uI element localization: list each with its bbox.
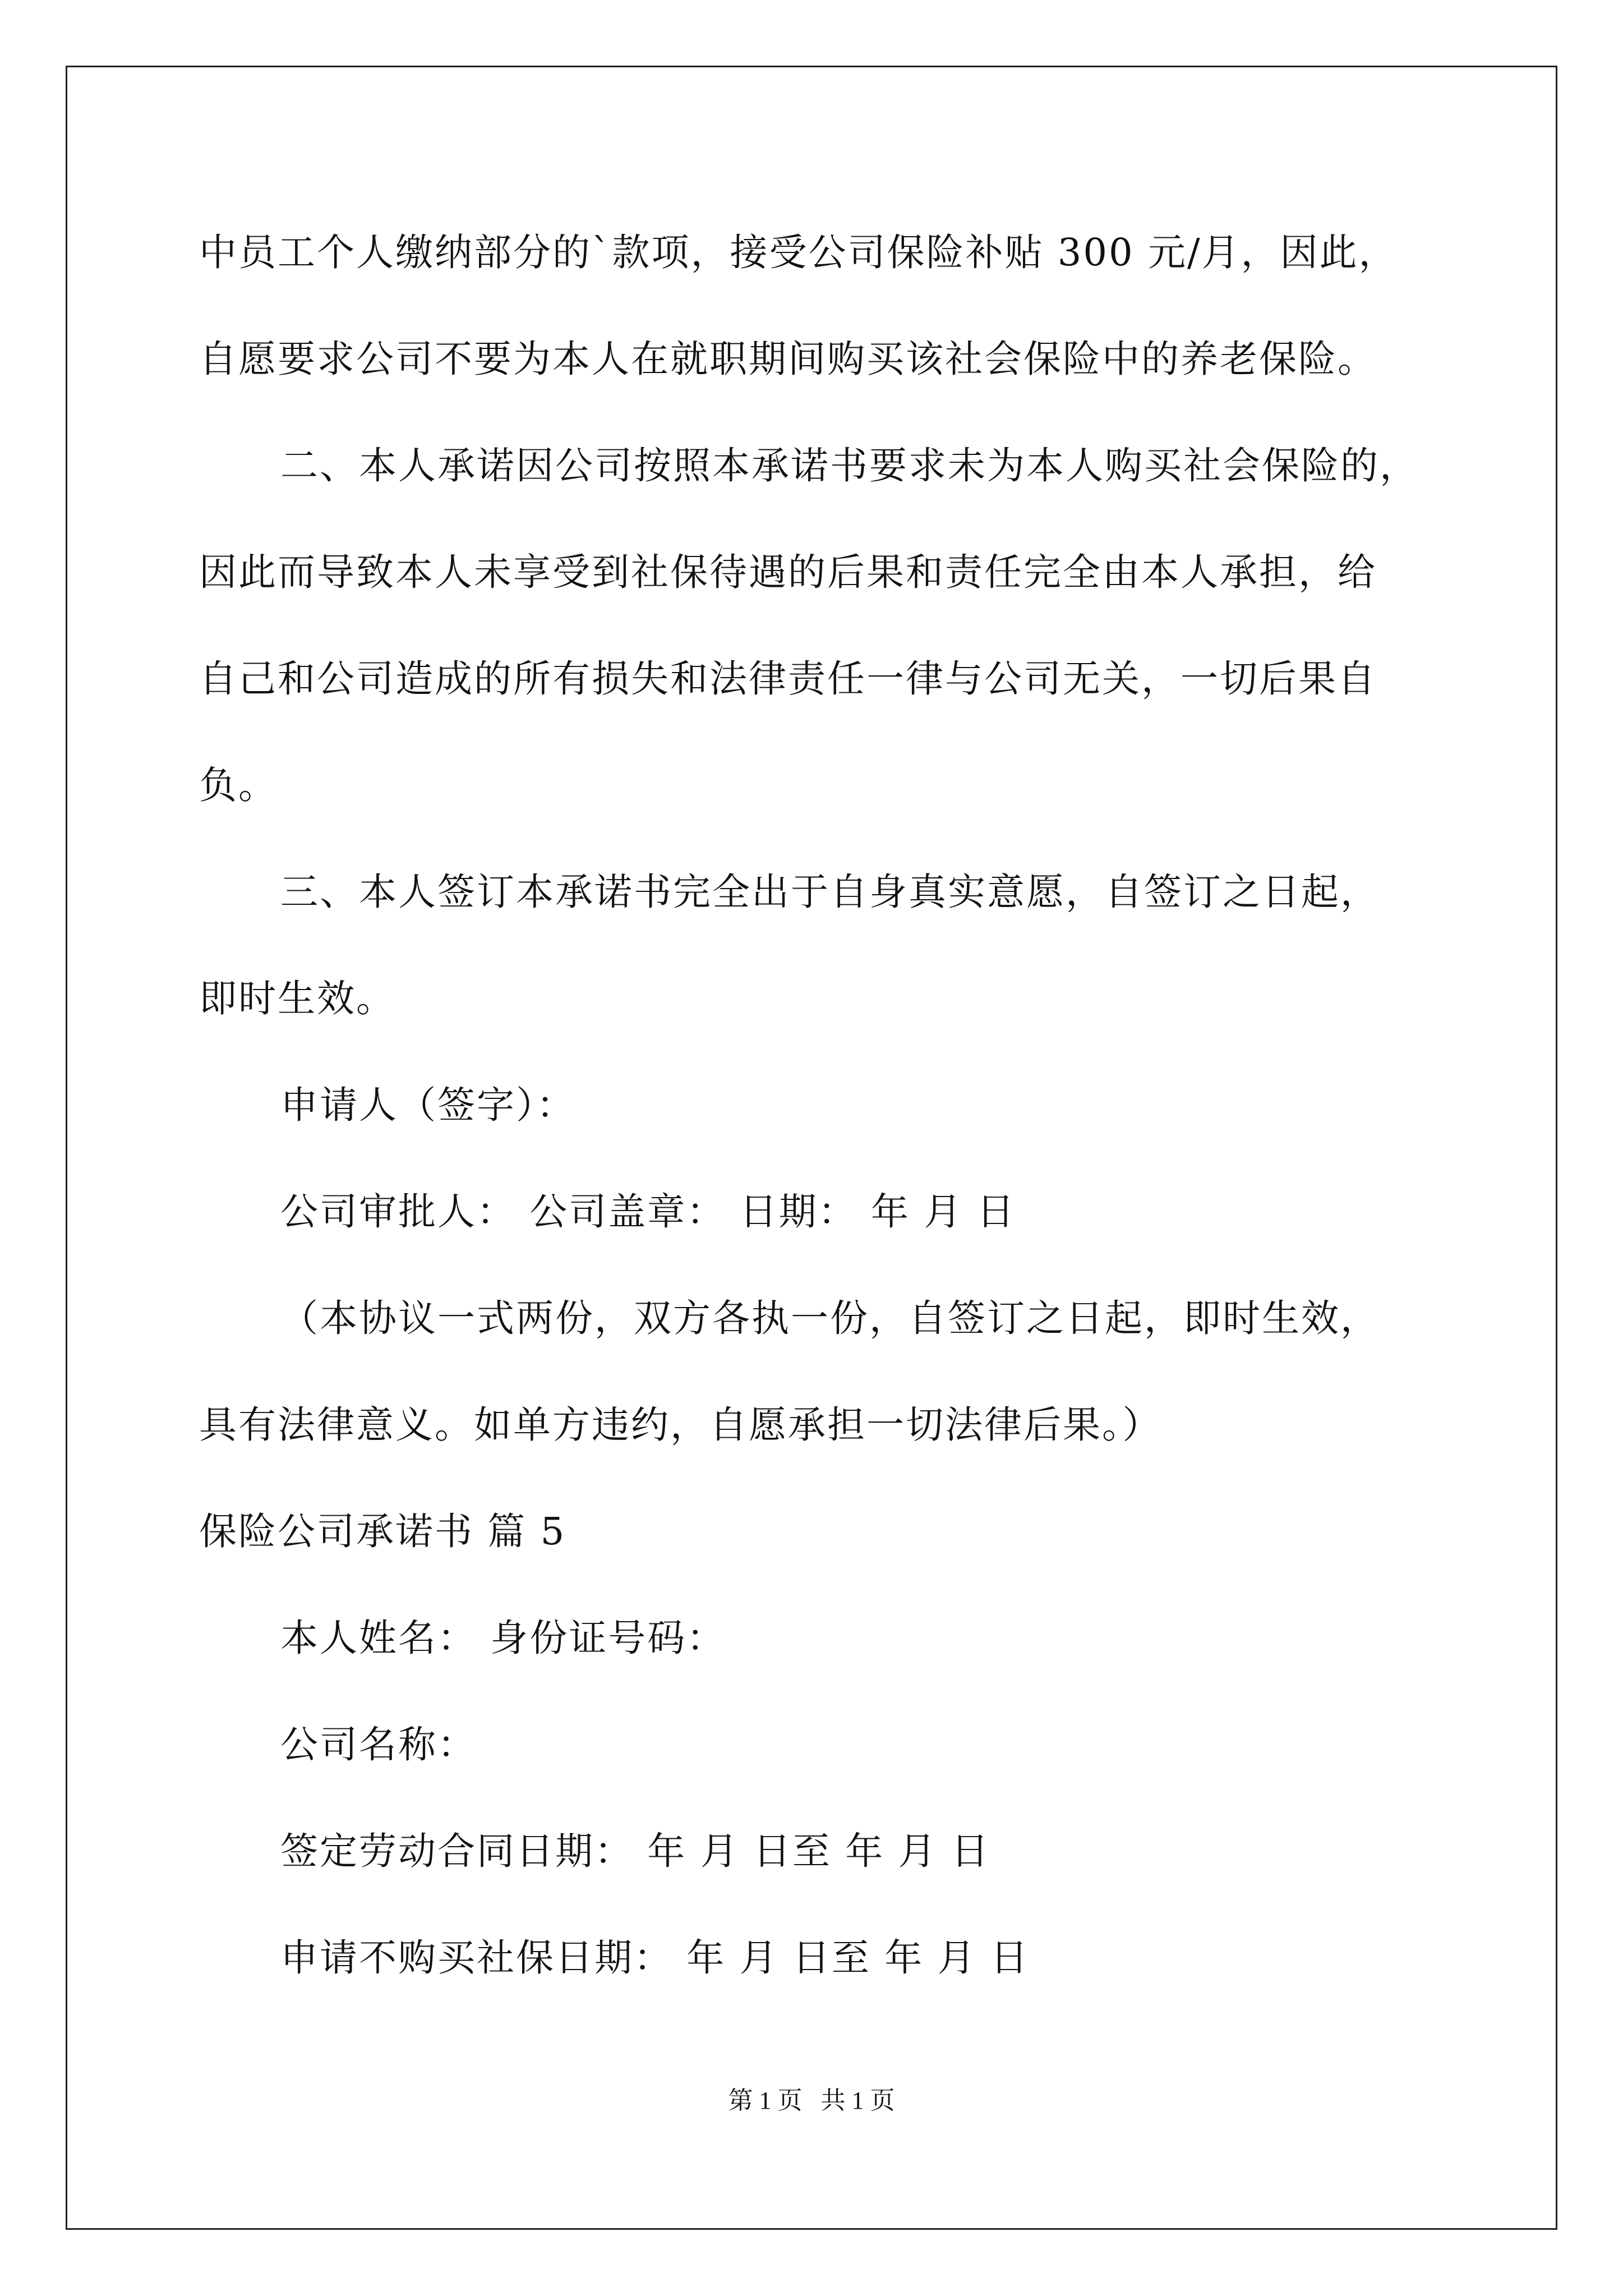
- company-name-field-line: 公司名称：: [280, 1723, 477, 1766]
- page-number-footer: 第 1 页 共 1 页: [728, 2087, 895, 2114]
- body-text-line: 因此而导致本人未享受到社保待遇的后果和责任完全由本人承担，给: [199, 550, 1377, 594]
- applicant-signature-line: 申请人（签字）：: [280, 1083, 576, 1127]
- body-text-line: 即时生效。: [199, 977, 395, 1020]
- name-id-field-line: 本人姓名： 身份证号码：: [280, 1616, 726, 1660]
- section-heading: 保险公司承诺书 篇 5: [199, 1510, 566, 1553]
- page-border: [66, 66, 1557, 2230]
- clause-three-line: 三、本人签订本承诺书完全出于自身真实意愿，自签订之日起，: [280, 870, 1380, 914]
- no-insurance-date-field-line: 申请不购买社保日期： 年 月 日至 年 月 日: [280, 1936, 1030, 1980]
- clause-two-line: 二、本人承诺因公司按照本承诺书要求未为本人购买社会保险的，: [280, 444, 1419, 487]
- contract-date-field-line: 签定劳动合同日期： 年 月 日至 年 月 日: [280, 1829, 990, 1873]
- body-text-line: 自己和公司造成的所有损失和法律责任一律与公司无关，一切后果自: [199, 657, 1377, 701]
- agreement-note-line: 具有法律意义。如单方违约，自愿承担一切法律后果。）: [199, 1403, 1162, 1447]
- body-text-line: 负。: [199, 763, 278, 807]
- agreement-note-line: （本协议一式两份，双方各执一份，自签订之日起，即时生效，: [280, 1296, 1380, 1340]
- body-text-line: 中员工个人缴纳部分的`款项，接受公司保险补贴 300 元/月，因此，: [199, 231, 1398, 274]
- body-text-line: 自愿要求公司不要为本人在就职期间购买该社会保险中的养老保险。: [199, 337, 1377, 381]
- approval-line: 公司审批人： 公司盖章： 日期： 年 月 日: [280, 1190, 1016, 1234]
